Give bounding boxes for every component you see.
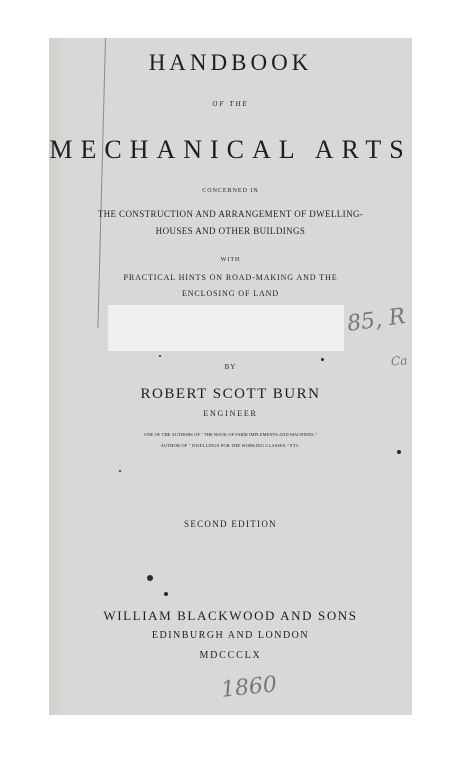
redaction-box bbox=[108, 305, 344, 351]
ink-speck bbox=[321, 358, 324, 361]
credits-line-2: AUTHOR OF " DWELLINGS FOR THE WORKING CLASSES," ETC. bbox=[160, 443, 301, 448]
construction-line-1: THE CONSTRUCTION AND ARRANGEMENT OF DWELLING- bbox=[97, 209, 364, 219]
with-label: WITH bbox=[220, 257, 241, 263]
by-label: BY bbox=[224, 363, 237, 371]
subject-title: MECHANICAL ARTS bbox=[49, 135, 412, 164]
construction-line-2: HOUSES AND OTHER BUILDINGS bbox=[155, 226, 306, 236]
margin-handwriting-2: Ca bbox=[390, 353, 408, 369]
author-role: ENGINEER bbox=[203, 409, 258, 418]
credits-line-1: ONE OF THE AUTHORS OF " THE BOOK OF FARM IMPLEMENTS AND MACHINES," bbox=[144, 432, 317, 437]
hints-line-2: ENCLOSING OF LAND bbox=[181, 289, 280, 298]
concerned-in-label: CONCERNED IN bbox=[202, 188, 259, 194]
author-name: ROBERT SCOTT BURN bbox=[140, 386, 321, 402]
book-title: HANDBOOK bbox=[148, 50, 313, 75]
ink-speck bbox=[397, 450, 401, 454]
ink-speck bbox=[164, 592, 168, 596]
handwritten-year: 1860 bbox=[219, 672, 279, 703]
publication-year: MDCCCLX bbox=[199, 650, 262, 661]
ink-speck bbox=[147, 575, 153, 581]
edition-label: SECOND EDITION bbox=[184, 519, 277, 529]
publisher-places: EDINBURGH AND LONDON bbox=[151, 630, 310, 641]
title-page bbox=[49, 38, 412, 715]
publisher-name: WILLIAM BLACKWOOD AND SONS bbox=[103, 608, 358, 623]
of-the-label: OF THE bbox=[212, 100, 249, 108]
hints-line-1: PRACTICAL HINTS ON ROAD-MAKING AND THE bbox=[123, 273, 338, 282]
margin-handwriting: 85, R bbox=[345, 304, 408, 337]
pencil-mark bbox=[97, 38, 106, 328]
ink-speck bbox=[159, 355, 161, 357]
ink-speck bbox=[119, 470, 121, 472]
